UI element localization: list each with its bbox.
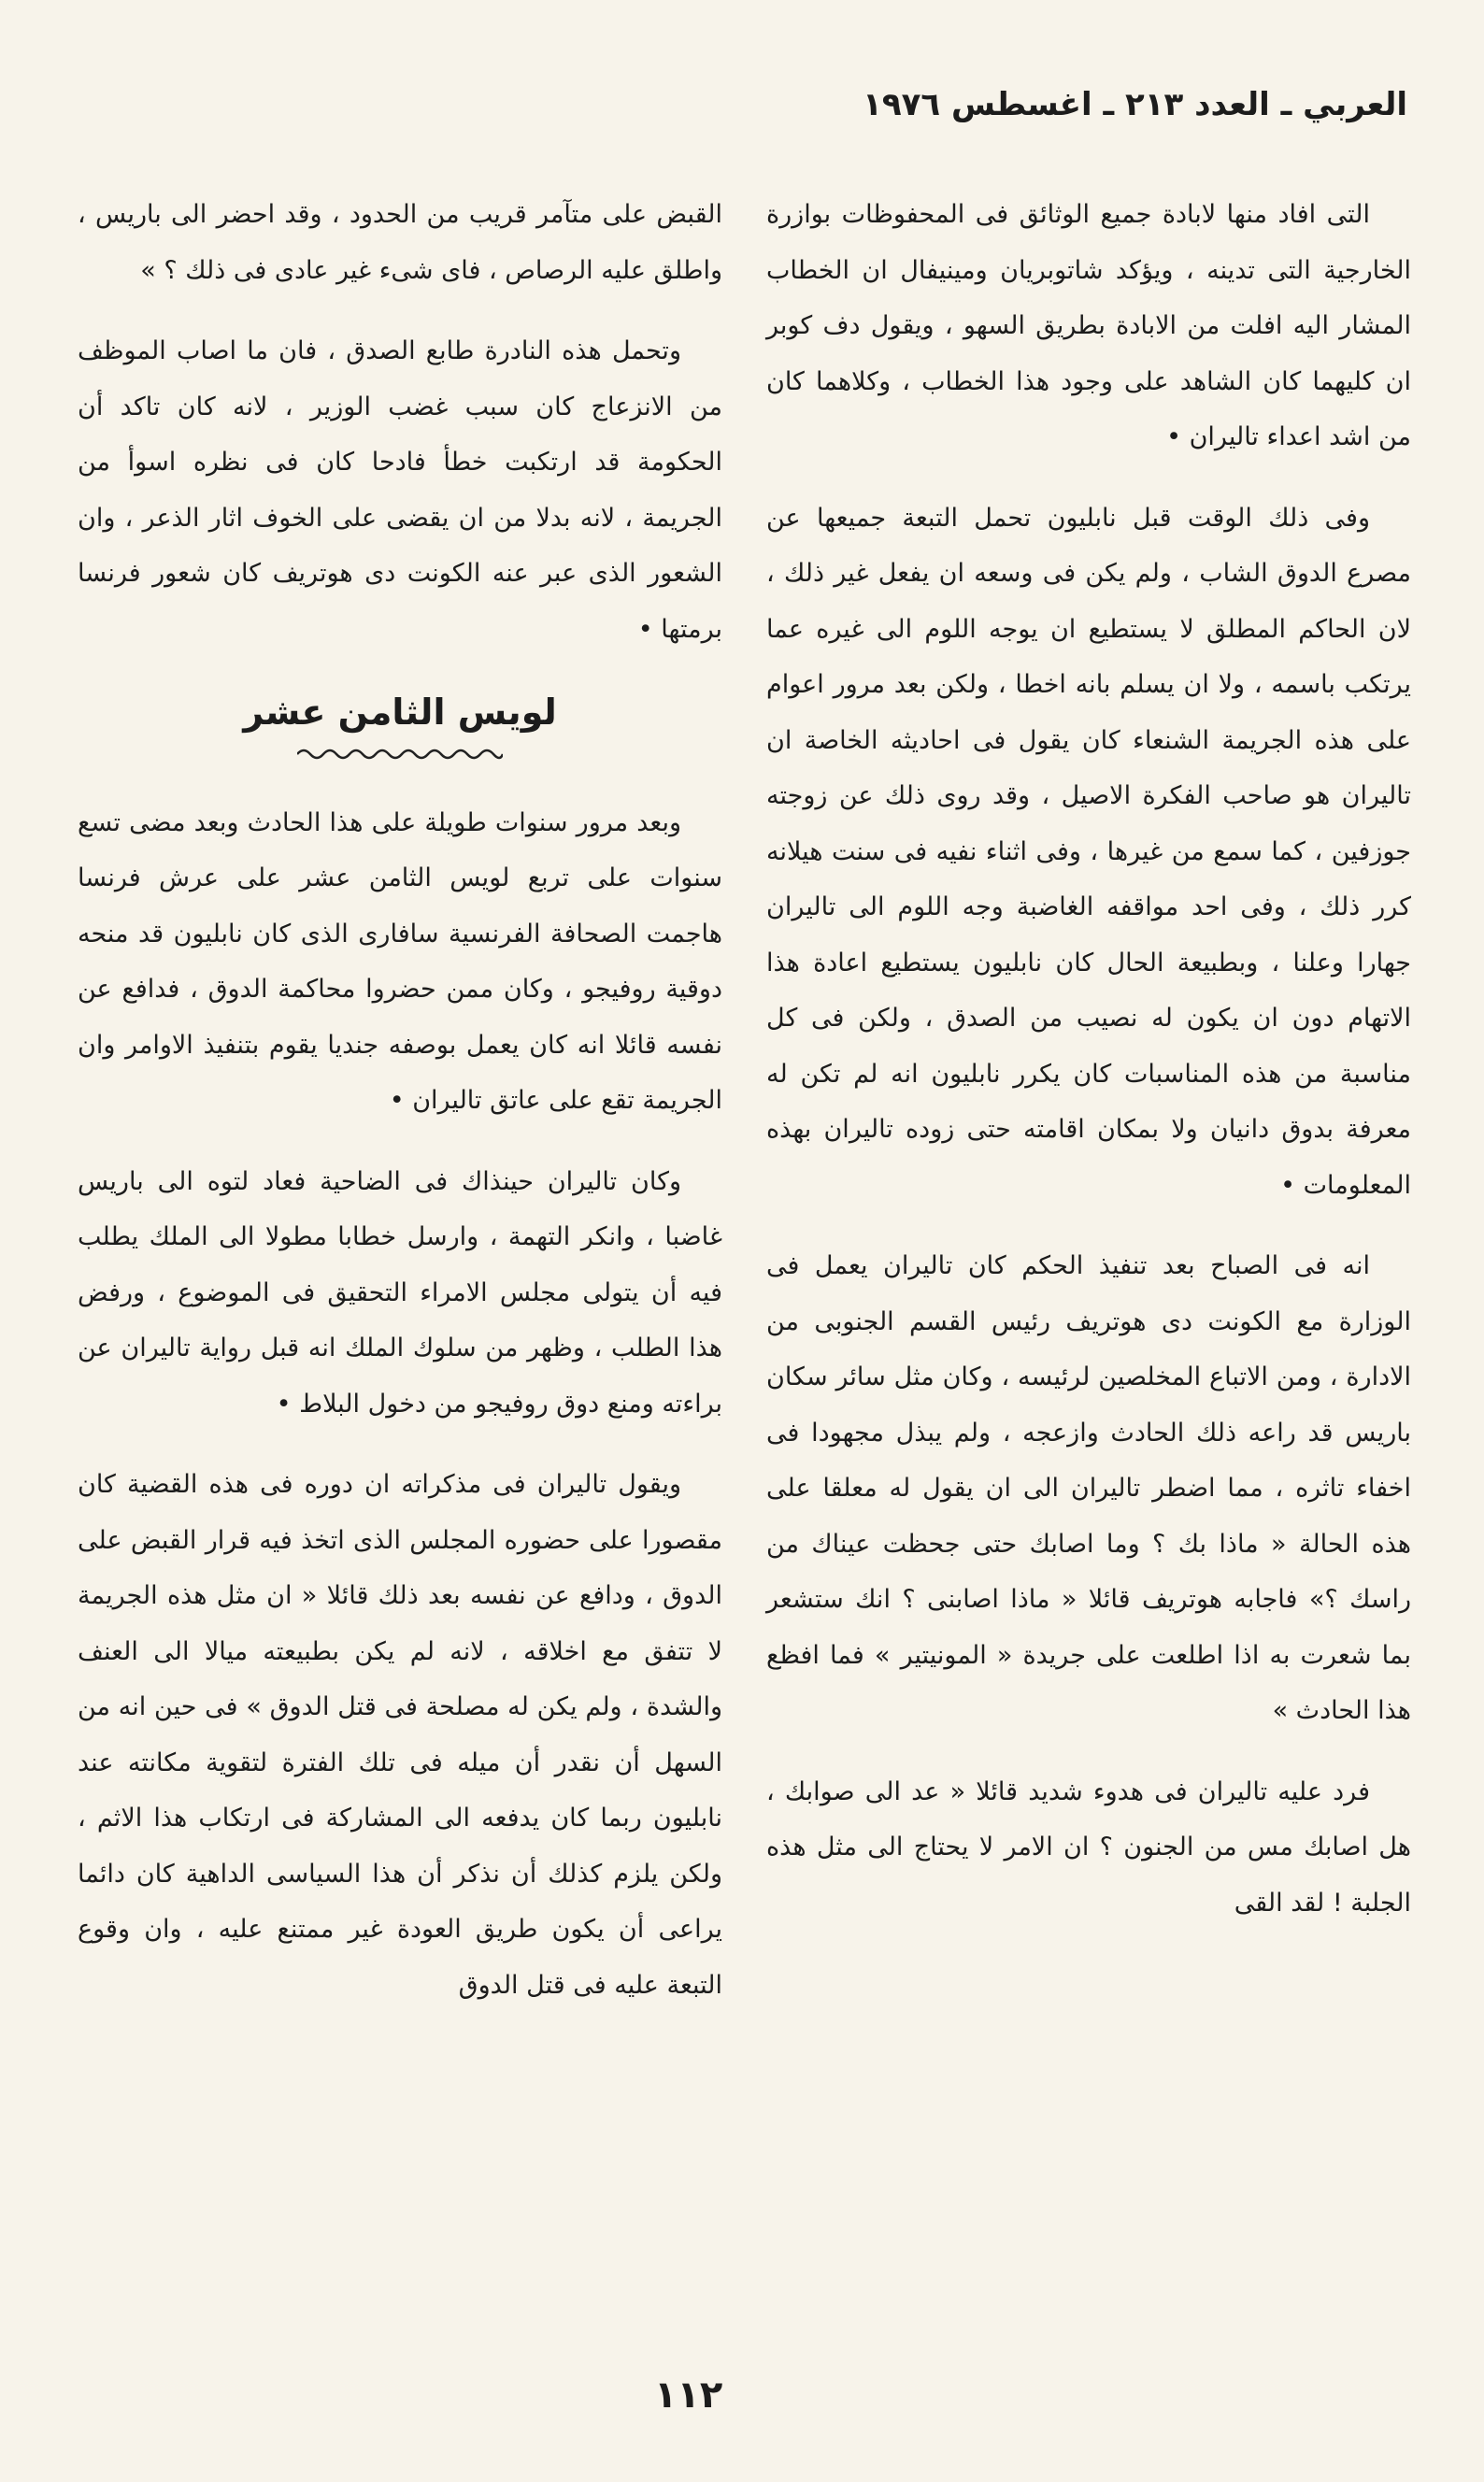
running-head: العربي ـ العدد ٢١٣ ـ اغسطس ١٩٧٦ bbox=[863, 86, 1407, 123]
right-column bbox=[766, 187, 1411, 1956]
wavy-underline-ornament bbox=[297, 747, 503, 762]
body-paragraph: فرد عليه تاليران فى هدوء شديد قائلا « عد الى صوابك ، هل اصابك مس من الجنون ؟ ان الامر لا يحتاج الى مثل هذه الجلبة ! لقد القى bbox=[766, 1776, 1411, 1918]
body-paragraph: التى افاد منها لابادة جميع الوثائق فى المحفوظات بوازرة الخارجية التى تدينه ، ويؤكد شاتوبريان ومينيفال ان الخطاب المشار اليه افلت من الابادة بطريق السهو ، ويقول دف كوبر ان كليهما كان الشاهد على وجود هذا الخطاب ، وكلاهما كان من اشد اعداء تاليران • bbox=[766, 200, 1411, 451]
section-heading: لويس الثامن عشر bbox=[243, 692, 557, 733]
body-paragraph: وفى ذلك الوقت قبل نابليون تحمل التبعة جميعها عن مصرع الدوق الشاب ، ولم يكن فى وسعه ان يفعل غير ذلك ، لان الحاكم المطلق لا يستطيع ان يوجه اللوم الى غيره عما يرتكب باسمه ، ولا ان يسلم بانه اخطا ، ولكن بعد مرور اعوام على هذه الجريمة الشنعاء كان يقول فى احاديثه الخاصة ان تاليران هو صاحب الفكرة الاصيل ، وقد روى ذلك عن زوجته جوزفين ، كما سمع من غيرها ، وفى اثناء نفيه فى سنت هيلانه كرر ذلك ، وفى احد مواقفه الغاضبة وجه اللوم الى تاليران جهارا وعلنا ، وبطبيعة الحال كان نابليون يستطيع اعادة هذا الاتهام دون ان يكون له نصيب من الصدق ، ولكن فى كل مناسبة من هذه المناسبات كان يكرر نابليون انه لم تكن له معرفة بدوق دانيان ولا بمكان اقامته حتى زوده تاليران بهذه المعلومات • bbox=[766, 503, 1411, 1200]
body-paragraph: وبعد مرور سنوات طويلة على هذا الحادث وبعد مضى تسع سنوات على تربع لويس الثامن عشر على عرش فرنسا هاجمت الصحافة الفرنسية سافارى الذى كان نابليون قد منحه دوقية روفيجو ، وكان ممن حضروا محاكمة الدوق ، فدافع عن نفسه قائلا انه كان يعمل بوصفه جنديا يقوم بتنفيذ الاوامر وان الجريمة تقع على عاتق تاليران • bbox=[78, 807, 722, 1115]
page-number: ١١٢ bbox=[654, 2374, 723, 2417]
body-paragraph: وكان تاليران حينذاك فى الضاحية فعاد لتوه الى باريس غاضبا ، وانكر التهمة ، وارسل خطابا مطولا الى الملك يطلب فيه أن يتولى مجلس الامراء التحقيق فى الموضوع ، ورفض هذا الطلب ، وظهر من سلوك الملك انه قبل رواية تاليران عن براءته ومنع دوق روفيجو من دخول البلاط • bbox=[78, 1166, 722, 1419]
body-paragraph: ويقول تاليران فى مذكراته ان دوره فى هذه القضية كان مقصورا على حضوره المجلس الذى اتخذ فيه قرار القبض على الدوق ، ودافع عن نفسه بعد ذلك قائلا « ان مثل هذه الجريمة لا تتفق مع اخلاقه ، لانه لم يكن بطبيعته ميالا الى العنف والشدة ، ولم يكن له مصلحة فى قتل الدوق » فى حين انه من السهل أن نقدر أن ميله فى تلك الفترة لتقوية مكانته عند نابليون ربما كان يدفعه الى المشاركة فى ارتكاب هذا الاثم ، ولكن يلزم كذلك أن نذكر أن هذا السياسى الداهية كان دائما يراعى أن يكون طريق العودة غير ممتنع عليه ، وان وقوع التبعة عليه فى قتل الدوق bbox=[78, 1470, 722, 2000]
left-column bbox=[78, 187, 722, 2038]
body-paragraph: انه فى الصباح بعد تنفيذ الحكم كان تاليران يعمل فى الوزارة مع الكونت دى هوتريف رئيس القسم الجنوبى من الادارة ، ومن الاتباع المخلصين لرئيسه ، وكان مثل سائر سكان باريس قد راعه ذلك الحادث وازعجه ، ولم يبذل مجهودا فى اخفاء تاثره ، مما اضطر تاليران الى ان يقول له معلقا على هذه الحالة « ماذا بك ؟ وما اصابك حتى جحظت عيناك من راسك ؟» فاجابه هوتريف قائلا « ماذا اصابنى ؟ انك ستشعر بما شعرت به اذا اطلعت على جريدة « المونيتير » فما افظع هذا الحادث » bbox=[766, 1251, 1411, 1725]
body-paragraph: القبض على متآمر قريب من الحدود ، وقد احضر الى باريس ، واطلق عليه الرصاص ، فاى شىء غير عادى فى ذلك ؟ » bbox=[78, 200, 722, 285]
body-paragraph: وتحمل هذه النادرة طابع الصدق ، فان ما اصاب الموظف من الانزعاج كان سبب غضب الوزير ، لانه كان تاكد أن الحكومة قد ارتكبت خطأ فادحا كان فى نظره اسوأ من الجريمة ، لانه بدلا من ان يقضى على الخوف اثار الذعر ، وان الشعور الذى عبر عنه الكونت دى هوتريف كان شعور فرنسا برمتها • bbox=[78, 336, 722, 644]
